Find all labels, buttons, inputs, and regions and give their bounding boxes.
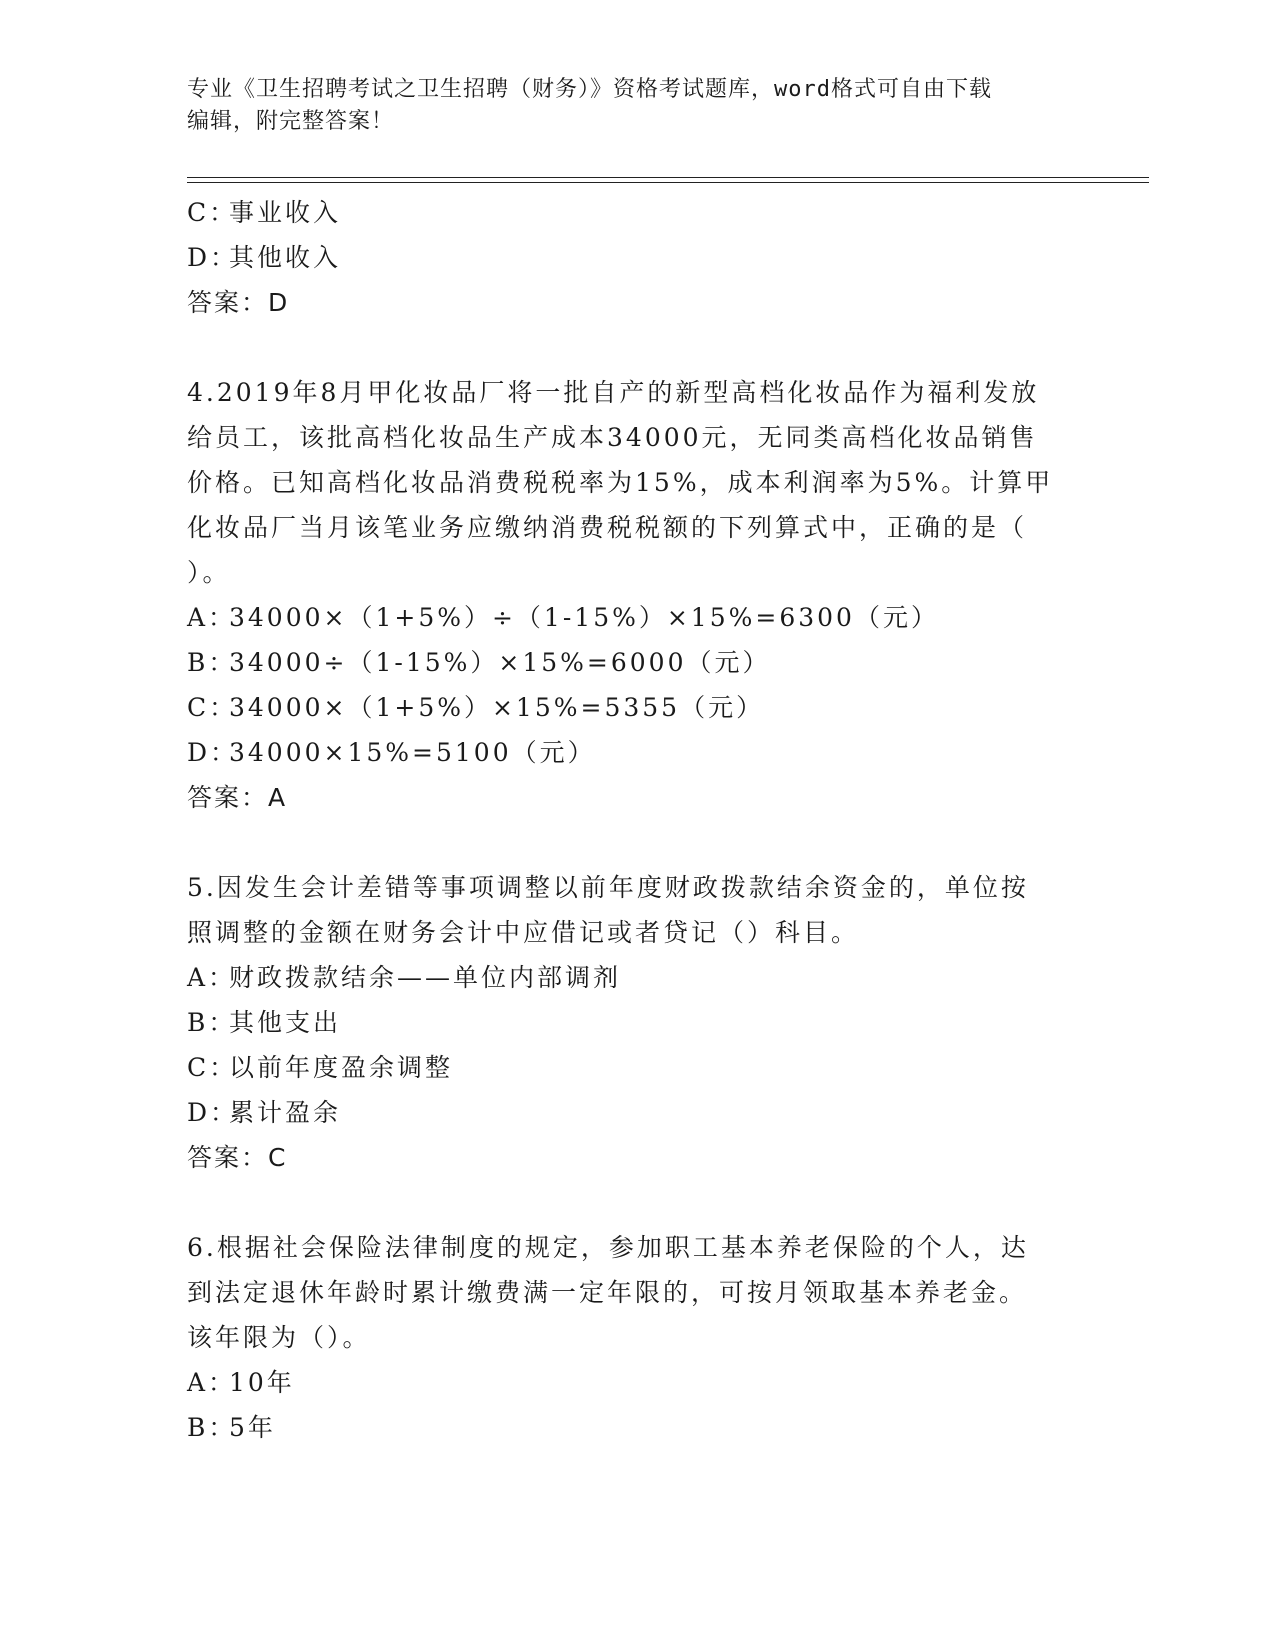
option-c xyxy=(187,1045,1087,1090)
option-key: B： xyxy=(187,648,237,677)
option-b xyxy=(187,1405,1087,1450)
option-text: 以前年度盈余调整 xyxy=(229,1053,454,1082)
question-5 xyxy=(187,865,1087,1180)
document-header xyxy=(187,74,1067,138)
question-stem-line: 该年限为（）。 xyxy=(187,1323,371,1352)
option-key: A： xyxy=(187,1368,237,1397)
question-stem-line: 5.因发生会计差错等事项调整以前年度财政拨款结余资金的，单位按 xyxy=(187,873,1029,902)
option-text: 34000×15%=5100（元） xyxy=(229,738,596,767)
option-text: 累计盈余 xyxy=(229,1098,342,1127)
option-b xyxy=(187,1000,1087,1045)
option-text: 事业收入 xyxy=(229,198,342,227)
option-text: 34000÷（1-15%）×15%=6000（元） xyxy=(229,648,771,677)
question-stem-line: 到法定退休年龄时累计缴费满一定年限的，可按月领取基本养老金。 xyxy=(187,1278,1028,1307)
option-text: 10年 xyxy=(229,1368,295,1397)
question-stem-line: 价格。已知高档化妆品消费税税率为15%，成本利润率为5%。计算甲 xyxy=(187,468,1054,497)
option-key: C： xyxy=(187,693,238,722)
option-key: D： xyxy=(187,1098,239,1127)
option-key: D： xyxy=(187,243,239,272)
option-a xyxy=(187,955,1087,1000)
option-text: 34000×（1+5%）×15%=5355（元） xyxy=(229,693,765,722)
option-text: 财政拨款结余——单位内部调剂 xyxy=(229,963,622,992)
question-stem-line: 化妆品厂当月该笔业务应缴纳消费税税额的下列算式中，正确的是（ xyxy=(187,513,1028,542)
option-key: D： xyxy=(187,738,239,767)
question-4 xyxy=(187,370,1087,820)
answer-line: 答案：A xyxy=(187,783,288,812)
header-divider-top xyxy=(187,177,1149,178)
question-stem-line: 给员工，该批高档化妆品生产成本34000元，无同类高档化妆品销售 xyxy=(187,423,1038,452)
question-3 xyxy=(187,190,1087,325)
question-stem-line: ）。 xyxy=(187,558,231,587)
question-list xyxy=(187,190,1087,1450)
answer-line: 答案：D xyxy=(187,288,290,317)
question-stem-line: 4.2019年8月甲化妆品厂将一批自产的新型高档化妆品作为福利发放 xyxy=(187,378,1040,407)
question-stem-line: 6.根据社会保险法律制度的规定，参加职工基本养老保险的个人，达 xyxy=(187,1233,1029,1262)
option-b xyxy=(187,640,1087,685)
question-stem-line: 照调整的金额在财务会计中应借记或者贷记（）科目。 xyxy=(187,918,860,947)
option-c xyxy=(187,190,1087,235)
header-line-1: 专业《卫生招聘考试之卫生招聘（财务）》资格考试题库，word格式可自由下载 xyxy=(187,77,992,102)
header-divider-bottom xyxy=(187,182,1149,183)
header-line-2: 编辑，附完整答案！ xyxy=(187,109,395,134)
option-d xyxy=(187,1090,1087,1135)
option-key: C： xyxy=(187,1053,238,1082)
answer-line: 答案：C xyxy=(187,1143,288,1172)
option-a xyxy=(187,1360,1087,1405)
option-key: B： xyxy=(187,1413,237,1442)
option-key: A： xyxy=(187,603,237,632)
option-text: 其他支出 xyxy=(229,1008,342,1037)
option-d xyxy=(187,235,1087,280)
option-key: B： xyxy=(187,1008,237,1037)
spacer xyxy=(187,820,1087,865)
option-text: 5年 xyxy=(229,1413,276,1442)
spacer xyxy=(187,1180,1087,1225)
option-c xyxy=(187,685,1087,730)
option-a xyxy=(187,595,1087,640)
option-text: 34000×（1+5%）÷（1-15%）×15%=6300（元） xyxy=(229,603,939,632)
option-d xyxy=(187,730,1087,775)
option-key: A： xyxy=(187,963,237,992)
question-6 xyxy=(187,1225,1087,1450)
option-key: C： xyxy=(187,198,238,227)
option-text: 其他收入 xyxy=(229,243,342,272)
spacer xyxy=(187,325,1087,370)
